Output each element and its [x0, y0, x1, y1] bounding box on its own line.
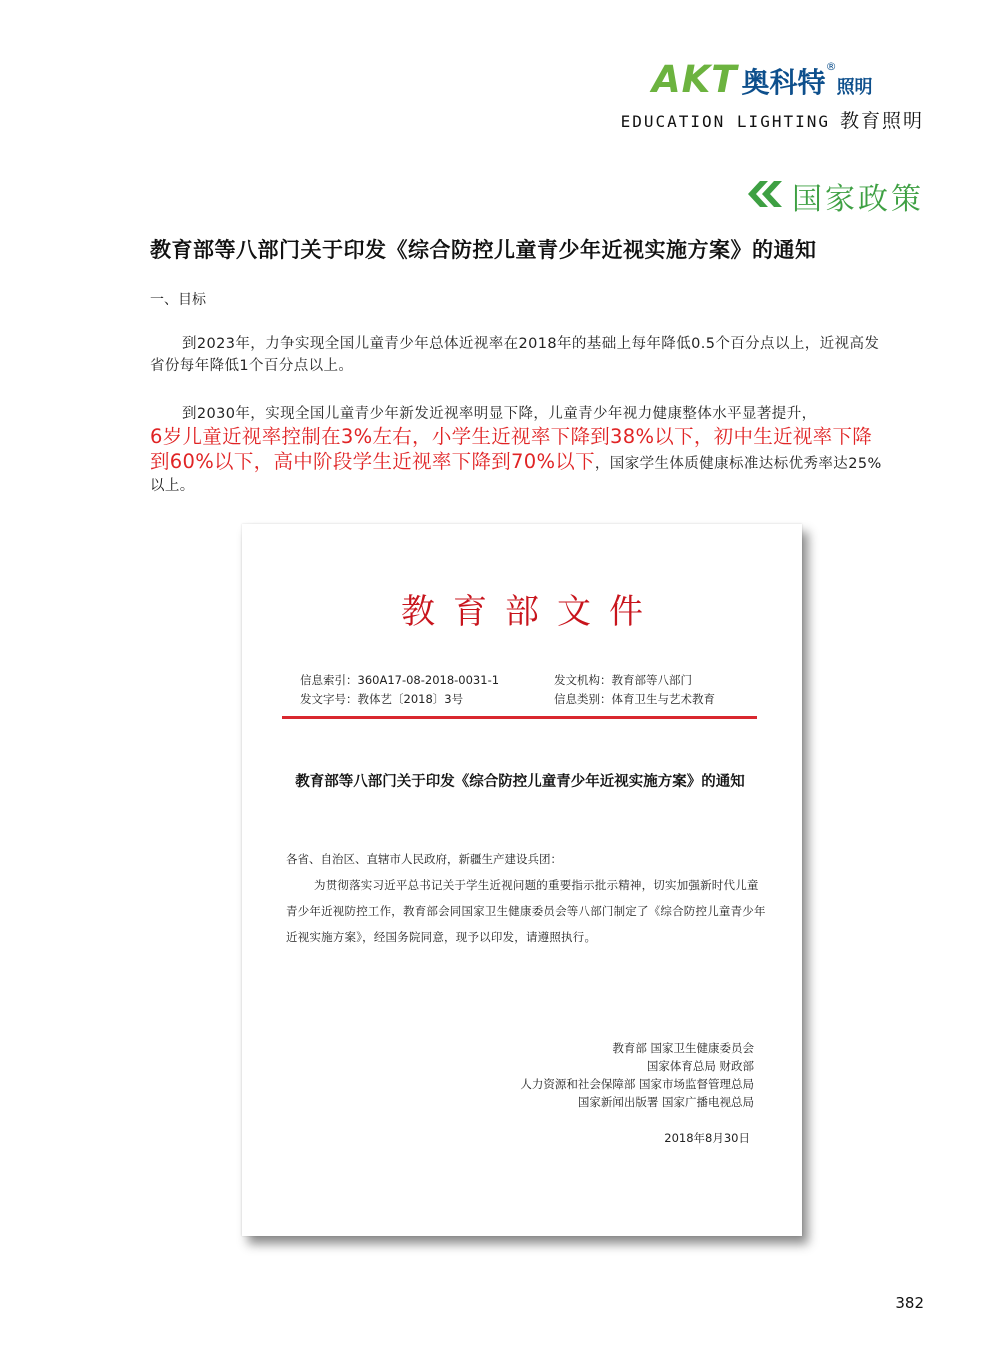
tagline-cn: 教育照明: [839, 110, 924, 132]
registered-mark: ®: [825, 60, 837, 73]
meta-category: [554, 691, 715, 707]
paragraph-2023: 到2023年，力争实现全国儿童青少年总体近视率在2018年的基础上每年降低0.5个百分点以上，近视高发省份每年降低1个百分点以上。: [150, 336, 880, 374]
tagline-en: EDUCATION LIGHTING: [620, 112, 830, 131]
paragraph-2030-highlight: 6岁儿童近视率控制在3%左右，小学生近视率下降到38%以下，初中生近视率下降到60%以下，高中阶段学生近视率下降到70%以下: [150, 425, 873, 473]
signatory-line: 国家体育总局 财政部: [646, 1059, 754, 1073]
page-number: 382: [895, 1294, 924, 1312]
meta-index-label: 信息索引：: [300, 673, 358, 687]
red-divider: [282, 716, 757, 719]
meta-number-value: 教体艺〔2018〕3号: [357, 692, 464, 706]
meta-category-label: 信息类别：: [554, 692, 612, 706]
brand-tagline: [621, 106, 924, 133]
goal-heading: 一、目标: [150, 292, 206, 308]
logo-suffix-text: 照明: [836, 77, 873, 98]
section-header: [746, 174, 924, 218]
meta-category-value: 体育卫生与艺术教育: [611, 692, 715, 706]
paragraph-2030-intro: 到2030年，实现全国儿童青少年新发近视率明显下降，儿童青少年视力健康整体水平显著提升，: [182, 406, 817, 422]
meta-issuer: [554, 672, 692, 688]
signatory-line: 国家新闻出版署 国家广播电视总局: [577, 1095, 754, 1109]
meta-number: [300, 691, 463, 707]
document-body: 为贯彻落实习近平总书记关于学生近视问题的重要指示批示精神，切实加强新时代儿童青少年近视防控工作，教育部会同国家卫生健康委员会等八部门制定了《综合防控儿童青少年近视实施方案》，经国务院同意，现予以印发，请遵照执行。: [286, 878, 766, 944]
meta-number-label: 发文字号：: [300, 692, 358, 706]
double-chevron-left-icon: [746, 181, 784, 211]
document-subtitle: 教育部等八部门关于印发《综合防控儿童青少年近视实施方案》的通知: [295, 774, 745, 790]
meta-index-value: 360A17-08-2018-0031-1: [357, 673, 500, 687]
official-document-image: [242, 524, 802, 1236]
article-title: 教育部等八部门关于印发《综合防控儿童青少年近视实施方案》的通知: [150, 238, 817, 262]
logo-cn-text: 奥科特: [741, 66, 826, 99]
document-header: 教育部文件: [401, 592, 661, 632]
section-label: 国家政策: [792, 182, 924, 217]
paragraph-2030: [150, 403, 885, 497]
paragraph-2030-tail: ，国家学生体质健康标准达标优秀率达25%以上。: [150, 456, 882, 494]
signatory-line: 人力资源和社会保障部 国家市场监督管理总局: [520, 1077, 754, 1091]
signatory-line: 教育部 国家卫生健康委员会: [612, 1041, 754, 1055]
meta-issuer-value: 教育部等八部门: [611, 673, 692, 687]
document-date: 2018年8月30日: [664, 1131, 750, 1145]
brand-logo: [652, 58, 873, 102]
logo-akt-text: AKT: [652, 58, 738, 101]
document-greeting: 各省、自治区、直辖市人民政府，新疆生产建设兵团：: [286, 852, 562, 866]
meta-index: [300, 672, 499, 688]
meta-issuer-label: 发文机构：: [554, 673, 612, 687]
